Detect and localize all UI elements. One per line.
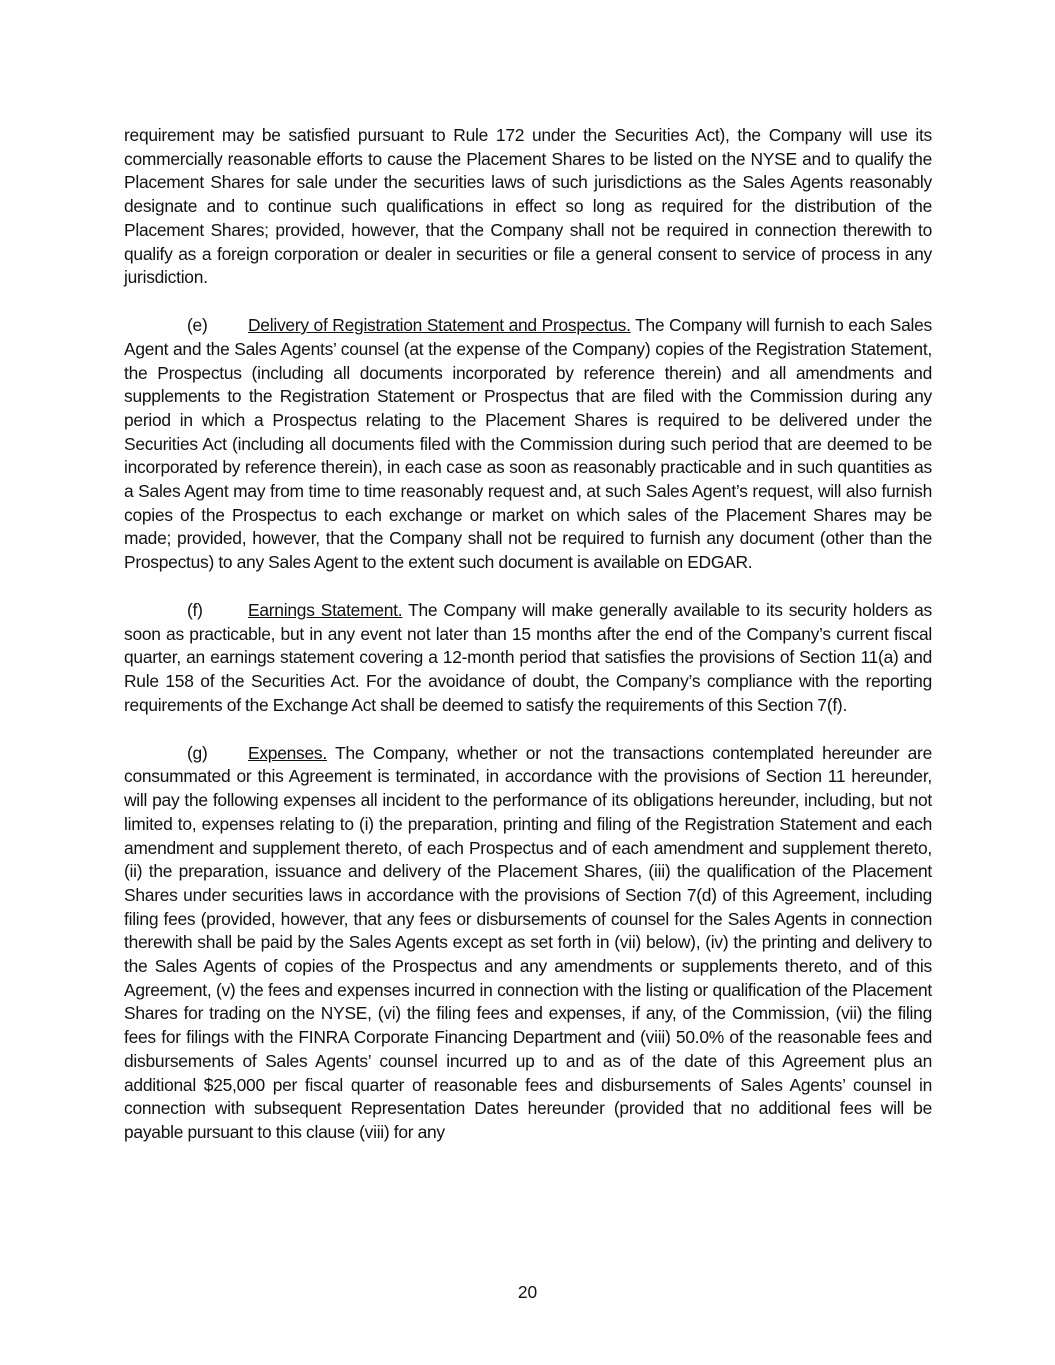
page-number: 20 xyxy=(517,1282,538,1302)
paragraph-heading: Expenses. xyxy=(248,742,327,763)
paragraph-g xyxy=(124,742,932,1145)
paragraph-text: The Company, whether or not the transactions contemplated hereunder are consummated or this Agreement is terminated, in accordance with the provisions of Section 11 hereunder, will pay the following expenses all incident to the performance of its obligations hereunder, including, but not limited to, expenses relating to (i) the preparation, printing and filing of the Registration Statement and each amendment and supplement thereto, of each Prospectus and of each amendment and supplement thereto, (ii) the preparation, issuance and delivery of the Placement Shares, (iii) the qualification of the Placement Shares under securities laws in accordance with the provisions of Section 7(d) of this Agreement, including filing fees (provided, however, that any fees or disbursements of counsel for the Sales Agents in connection therewith shall be paid by the Sales Agents except as set forth in (vii) below), (iv) the printing and delivery to the Sales Agents of copies of the Prospectus and any amendments or supplements thereto, and of this Agreement, (v) the fees and expenses incurred in connection with the listing or qualification of the Placement Shares for trading on the NYSE, (vi) the filing fees and expenses, if any, of the Commission, (vii) the filing fees for filings with the FINRA Corporate Financing Department and (viii) 50.0% of the reasonable fees and disbursements of Sales Agents’ counsel incurred up to and as of the date of this Agreement plus an additional $25,000 per fiscal quarter of reasonable fees and disbursements of Sales Agents’ counsel in connection with subsequent Representation Dates hereunder (provided that no additional fees will be payable pursuant to this clause (viii) for any xyxy=(124,742,932,1142)
paragraph-heading: Delivery of Registration Statement and Prospectus. xyxy=(248,315,631,336)
paragraph-number: (f) xyxy=(187,600,203,621)
paragraph-number: (g) xyxy=(187,742,208,763)
paragraph-d-continued xyxy=(124,124,932,290)
paragraph-text: The Company will make generally available to its security holders as soon as practicable, but in any event not later than 15 months after the end of the Company’s current fiscal quarter, an earnings statement covering a 12-month period that satisfies the provisions of Section 11(a) and Rule 158 of the Securities Act. For the avoidance of doubt, the Company’s compliance with the reporting requirements of the Exchange Act shall be deemed to satisfy the requirements of this Section 7(f). xyxy=(124,600,932,715)
paragraph-e xyxy=(124,314,932,575)
paragraph-number: (e) xyxy=(187,315,208,336)
paragraph-f xyxy=(124,599,932,718)
paragraph-heading: Earnings Statement. xyxy=(248,600,403,621)
paragraph-text: requirement may be satisfied pursuant to Rule 172 under the Securities Act), the Company will use its commercially reasonable efforts to cause the Placement Shares to be listed on the NYSE and to qualify the Placement Shares for sale under the securities laws of such jurisdictions as the Sales Agents reasonably designate and to continue such qualifications in effect so long as required for the distribution of the Placement Shares; provided, however, that the Company shall not be required in connection therewith to qualify as a foreign corporation or dealer in securities or file a general consent to service of process in any jurisdiction. xyxy=(124,125,932,288)
paragraph-text: The Company will furnish to each Sales Agent and the Sales Agents’ counsel (at the expense of the Company) copies of the Registration Statement, the Prospectus (including all documents incorporated by reference therein) and all amendments and supplements to the Registration Statement or Prospectus that are filed with the Commission during any period in which a Prospectus relating to the Placement Shares is required to be delivered under the Securities Act (including all documents filed with the Commission during such period that are deemed to be incorporated by reference therein), in each case as soon as reasonably practicable and in such quantities as a Sales Agent may from time to time reasonably request and, at such Sales Agent’s request, will also furnish copies of the Prospectus to each exchange or market on which sales of the Placement Shares may be made; provided, however, that the Company shall not be required to furnish any document (other than the Prospectus) to any Sales Agent to the extent such document is available on EDGAR. xyxy=(124,315,932,573)
document-body xyxy=(124,124,932,1169)
